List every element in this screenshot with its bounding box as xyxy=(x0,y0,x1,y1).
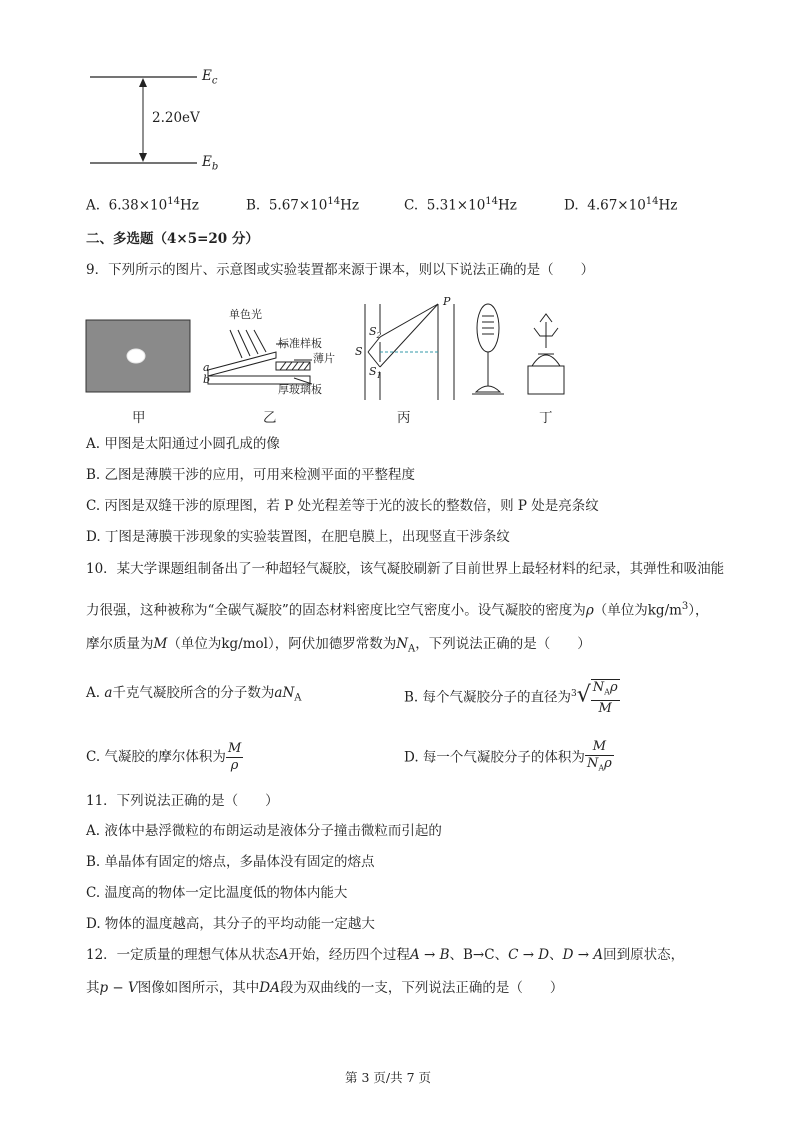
fig-yi-sheet-label: 薄片 xyxy=(313,352,335,365)
q11-option-b[interactable]: B. 单晶体有固定的熔点，多晶体没有固定的熔点 xyxy=(86,854,375,870)
q12-line1: 12．一定质量的理想气体从状态A开始，经历四个过程A → B、B→C、C → D、D → A回到原状态， xyxy=(86,947,685,963)
fig-yi-light-label: 单色光 xyxy=(229,308,262,321)
q9-stem: 9．下列所示的图片、示意图或实验装置都来源于课本，则以下说法正确的是（ ） xyxy=(86,262,595,278)
q10-option-b[interactable]: B. 每个气凝胶分子的直径为$^3$√ $\frac{N_A\rho}{M}$ xyxy=(404,679,618,717)
fig-label-jia: 甲 xyxy=(132,410,146,426)
section-title: 二、多选题（4×5=20 分） xyxy=(86,231,259,247)
fig-label-bing: 丙 xyxy=(397,410,411,426)
q10-line1: 10．某大学课题组制备出了一种超轻气凝胶，该气凝胶刷新了目前世界上最轻材料的纪录，其弹性和吸油能 xyxy=(86,561,725,577)
q11-stem: 11．下列说法正确的是（ ） xyxy=(86,793,279,809)
q12-line2: 其p − V图像如图所示，其中DA段为双曲线的一支，下列说法正确的是（ ） xyxy=(86,980,564,996)
energy-gap-label: 2.20eV xyxy=(152,110,200,126)
fig-yi-thick-label: 厚玻璃板 xyxy=(278,383,322,396)
q10-line2: 力很强，这种被称为“全碳气凝胶”的固态材料密度比空气密度小。设气凝胶的密度为ρ（单位为$kg/m^3$）， xyxy=(86,601,709,619)
page-footer: 第 3 页/共 7 页 xyxy=(345,1070,432,1085)
fig-bing-s-label: S xyxy=(355,345,363,358)
q8-option-c[interactable]: C. $5.31\times 10^{14}Hz$ xyxy=(404,196,517,214)
q9-option-a[interactable]: A. 甲图是太阳通过小圆孔成的像 xyxy=(86,436,280,452)
q8-option-d[interactable]: D. $4.67\times 10^{14}Hz$ xyxy=(564,196,678,214)
q10-option-d[interactable]: D. 每一个气凝胶分子的体积为 $\frac{M}{N_A\rho}$ xyxy=(404,739,612,773)
q9-option-d[interactable]: D. 丁图是薄膜干涉现象的实验装置图，在肥皂膜上，出现竖直干涉条纹 xyxy=(86,529,510,545)
q8-option-a[interactable]: A. $6.38\times 10^{14}Hz$ xyxy=(86,196,199,214)
q9-option-c[interactable]: C. 丙图是双缝干涉的原理图，若 P 处光程差等于光的波长的整数倍，则 P 处是亮条纹 xyxy=(86,498,599,514)
arrow-head-down xyxy=(139,153,147,162)
q8-option-b[interactable]: B. $5.67\times 10^{14}Hz$ xyxy=(246,196,359,214)
q11-option-c[interactable]: C. 温度高的物体一定比温度低的物体内能大 xyxy=(86,885,348,901)
upper-level-label: $E_c$ xyxy=(202,68,218,87)
lower-level-label: $E_b$ xyxy=(202,154,219,173)
figure-ding xyxy=(472,304,564,394)
fig-yi-standard-label: 标准样板 xyxy=(278,337,322,350)
q10-option-c[interactable]: C. 气凝胶的摩尔体积为 $\frac{M}{\rho}$ xyxy=(86,741,242,773)
fig-yi-b-label: b xyxy=(203,373,211,386)
fig-yi-a-label: a xyxy=(203,361,210,374)
q11-option-a[interactable]: A. 液体中悬浮微粒的布朗运动是液体分子撞击微粒而引起的 xyxy=(86,823,442,839)
fig-bing-s2-label: $S_2$ xyxy=(369,325,382,341)
fig-label-yi: 乙 xyxy=(263,410,277,426)
q10-option-a[interactable]: A. a千克气凝胶所含的分子数为$aN_A$ xyxy=(86,685,302,704)
q11-option-d[interactable]: D. 物体的温度越高，其分子的平均动能一定越大 xyxy=(86,916,375,932)
fig-bing-s1-label: $S_1$ xyxy=(369,365,382,381)
figure-jia xyxy=(86,320,190,392)
q10-line3: 摩尔质量为M（单位为kg/mol），阿伏加德罗常数为$N_A$，下列说法正确的是（ ） xyxy=(86,636,591,655)
fig-label-ding: 丁 xyxy=(539,410,553,426)
q9-option-b[interactable]: B. 乙图是薄膜干涉的应用，可用来检测平面的平整程度 xyxy=(86,467,416,483)
fig-bing-p-label: P xyxy=(443,295,451,308)
arrow-head-up xyxy=(139,78,147,87)
